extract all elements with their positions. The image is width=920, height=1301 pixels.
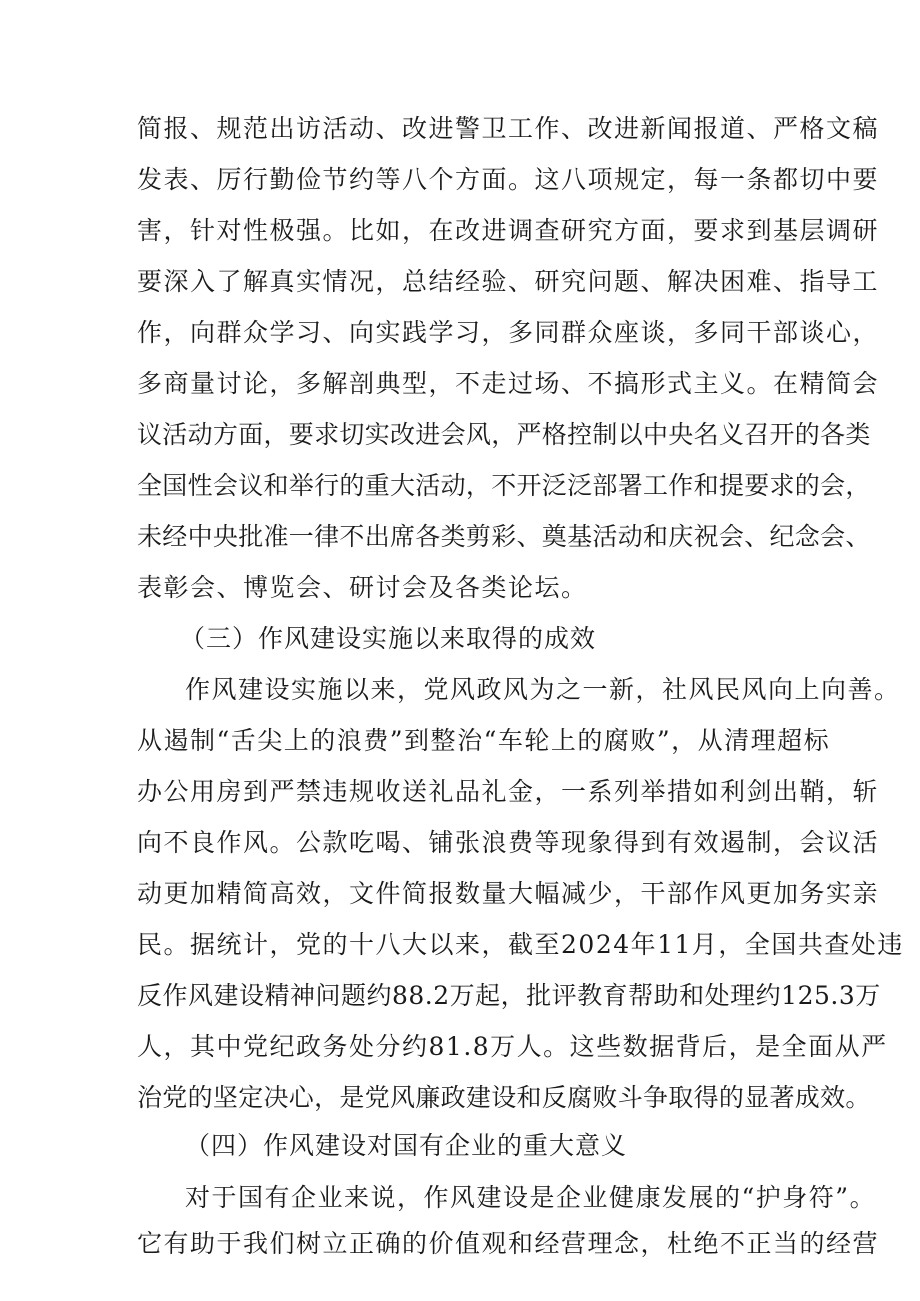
text-line-14: 办公用房到严禁违规收送礼品礼金，一系列举措如利剑出鞘，斩: [137, 777, 880, 806]
text-line-3: 害，针对性极强。比如，在改进调查研究方面，要求到基层调研: [137, 216, 880, 245]
text-line-2: 发表、厉行勤俭节约等八个方面。这八项规定，每一条都切中要: [137, 165, 880, 194]
text-line-12: 作风建设实施以来，党风政风为之一新，社风民风向上向善。: [185, 675, 901, 704]
text-line-22: 对于国有企业来说，作风建设是企业健康发展的“护身符”。: [185, 1183, 877, 1212]
section-heading-4: （四）作风建设对国有企业的重大意义: [185, 1131, 628, 1160]
text-line-4: 要深入了解真实情况，总结经验、研究问题、解决困难、指导工: [137, 267, 880, 296]
text-line-17: 民。据统计，党的十八大以来，截至2024年11月，全国共查处违: [137, 930, 904, 959]
text-line-9: 未经中央批准一律不出席各类剪彩、奠基活动和庆祝会、纪念会、: [137, 522, 871, 551]
text-line-15: 向不良作风。公款吃喝、铺张浪费等现象得到有效遏制，会议活: [137, 828, 880, 857]
section-heading-3: （三）作风建设实施以来取得的成效: [180, 624, 597, 653]
text-line-18: 反作风建设精神问题约88.2万起，批评教育帮助和处理约125.3万: [137, 981, 881, 1010]
text-line-23: 它有助于我们树立正确的价值观和经营理念，杜绝不正当的经营: [137, 1229, 880, 1258]
text-line-1: 简报、规范出访活动、改进警卫工作、改进新闻报道、严格文稿: [137, 114, 880, 143]
text-line-13: 从遏制“舌尖上的浪费”到整治“车轮上的腐败”，从清理超标: [137, 726, 831, 755]
text-line-20: 治党的坚定决心，是党风廉政建设和反腐败斗争取得的显著成效。: [137, 1083, 871, 1112]
text-line-19: 人，其中党纪政务处分约81.8万人。这些数据背后，是全面从严: [137, 1032, 888, 1061]
text-line-10: 表彰会、博览会、研讨会及各类论坛。: [137, 573, 588, 602]
text-line-8: 全国性会议和举行的重大活动，不开泛泛部署工作和提要求的会，: [137, 471, 871, 500]
text-line-16: 动更加精简高效，文件简报数量大幅减少，干部作风更加务实亲: [137, 879, 880, 908]
text-line-7: 议活动方面，要求切实改进会风，严格控制以中央名义召开的各类: [137, 420, 871, 449]
text-line-5: 作，向群众学习、向实践学习，多同群众座谈，多同干部谈心，: [137, 318, 880, 347]
text-line-6: 多商量讨论，多解剖典型，不走过场、不搞形式主义。在精简会: [137, 369, 880, 398]
